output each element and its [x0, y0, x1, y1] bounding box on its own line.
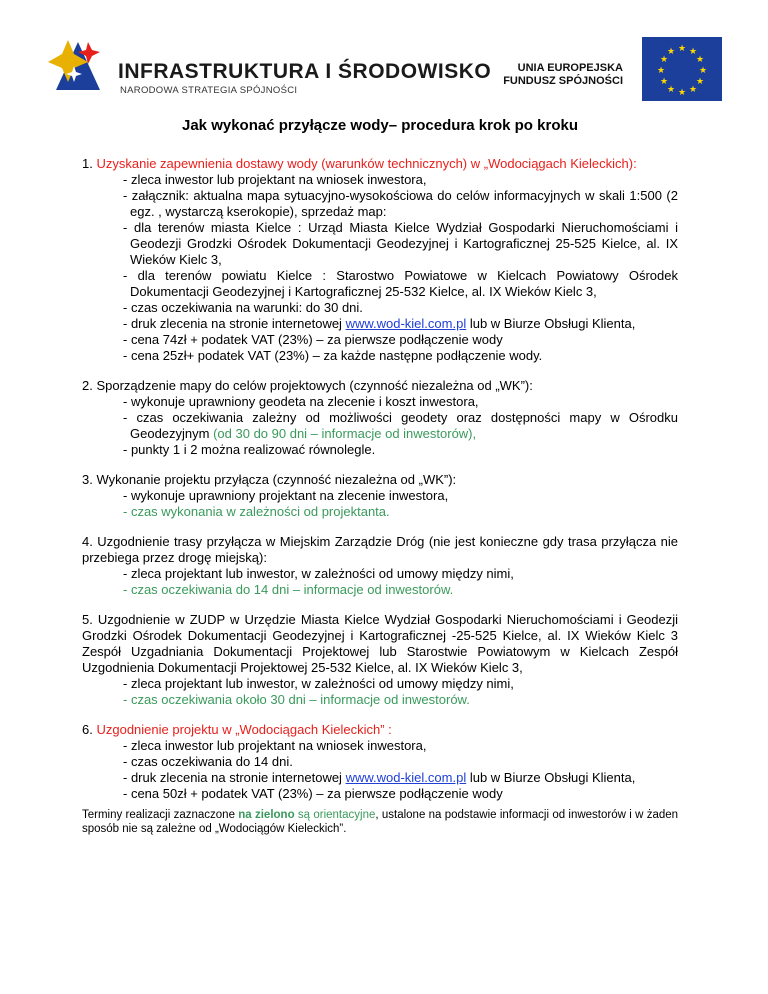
- website-link[interactable]: www.wod-kiel.com.pl: [345, 316, 467, 331]
- list-item-text: - druk zlecenia na stronie internetowej: [123, 770, 346, 785]
- svg-text:★: ★: [677, 88, 687, 98]
- svg-text:★: ★: [677, 44, 687, 54]
- page-title: Jak wykonać przyłącze wody– procedura krok po kroku: [182, 117, 578, 134]
- list-item: - zleca projektant lub inwestor, w zależności od umowy między nimi,: [123, 676, 514, 691]
- list-item: - cena 74zł + podatek VAT (23%) – za pierwsze podłączenie wody: [123, 332, 503, 347]
- list-item-text: lub w Biurze Obsługi Klienta,: [466, 316, 636, 331]
- list-item: [82, 410, 678, 442]
- estimated-time-note: (od 30 do 90 dni – informacje od inwestorów),: [213, 426, 477, 441]
- list-item: - wykonuje uprawniony projektant na zlecenie inwestora,: [123, 488, 449, 503]
- list-item: - zleca inwestor lub projektant na wniosek inwestora,: [123, 172, 427, 187]
- logo-subtitle: NARODOWA STRATEGIA SPÓJNOŚCI: [120, 85, 298, 96]
- footer-text: Terminy realizacji zaznaczone: [82, 809, 239, 821]
- list-item-text: - druk zlecenia na stronie internetowej: [123, 316, 346, 331]
- list-item: [82, 316, 678, 332]
- section-4: [82, 534, 678, 598]
- eu-label-line1: UNIA EUROPEJSKA: [517, 62, 623, 74]
- svg-text:★: ★: [688, 85, 698, 95]
- star-logo-icon: [48, 32, 108, 92]
- website-link[interactable]: www.wod-kiel.com.pl: [345, 770, 467, 785]
- list-item: - punkty 1 i 2 można realizować równolegle.: [123, 442, 376, 457]
- section-2-heading: 2. Sporządzenie mapy do celów projektowych (czynność niezależna od „WK”):: [82, 378, 533, 393]
- svg-text:★: ★: [666, 85, 676, 95]
- list-item: [82, 770, 678, 786]
- section-3: [82, 472, 678, 520]
- footer-note: [82, 808, 678, 836]
- list-item: - czas oczekiwania na warunki: do 30 dni.: [123, 300, 363, 315]
- svg-text:★: ★: [695, 55, 705, 65]
- section-3-heading: 3. Wykonanie projektu przyłącza (czynność niezależna od „WK”):: [82, 472, 457, 487]
- document-body: [82, 118, 678, 836]
- header: [0, 0, 768, 110]
- section-6: [82, 722, 678, 802]
- svg-text:★: ★: [659, 77, 669, 87]
- section-5-heading: 5. Uzgodnienie w ZUDP w Urzędzie Miasta Kielce Wydział Gospodarki Nieruchomościami i Geodezji Grodzki Ośrodek Dokumentacji Geodezyjnej i Kartograficznej -25-525 Kielce, al. IX Wieków Kielc 3 Zespół Uzgadniania Dokumentacji Projektowej lub Starostwie Powiatowym w Kielcach Zespół Uzgodnienia Dokumentacji Projektowej 25-532 Kielce, al. IX Wieków Kielc 3,: [82, 612, 678, 675]
- footer-green-text: są orientacyjne: [294, 809, 376, 821]
- section-1-title: Uzyskanie zapewnienia dostawy wody (warunków technicznych) w „Wodociągach Kieleckich):: [96, 156, 637, 171]
- section-4-heading: [82, 534, 678, 566]
- section-6-number: 6.: [82, 722, 97, 737]
- svg-text:★: ★: [666, 47, 676, 57]
- list-item: - załącznik: aktualna mapa sytuacyjno-wysokościowa do celów informacyjnych w skali 1:500 (2 egz. , wystarczą kserokopie), sprzedaż map:: [123, 188, 678, 219]
- eu-flag-icon: [642, 37, 722, 101]
- estimated-time-note: - czas oczekiwania do 14 dni – informacje od inwestorów.: [123, 582, 454, 597]
- section-6-title: Uzgodnienie projektu w „Wodociągach Kieleckich” :: [96, 722, 392, 737]
- logo-title: INFRASTRUKTURA I ŚRODOWISKO: [118, 60, 492, 83]
- list-item: - dla terenów miasta Kielce : Urząd Miasta Kielce Wydział Gospodarki Nieruchomościami i Geodezji Grodzki Ośrodek Dokumentacji Geodezyjnej i Kartograficznej 25-525 Kielce, al. IX Wieków Kielc 3,: [123, 220, 678, 267]
- section-1-number: 1.: [82, 156, 97, 171]
- list-item: - zleca projektant lub inwestor, w zależności od umowy między nimi,: [123, 566, 514, 581]
- list-item: - cena 50zł + podatek VAT (23%) – za pierwsze podłączenie wody: [123, 786, 503, 801]
- footer-text: , ustalone na podstawie informacji od inwestorów i w żaden sposób nie są zależne od „Wodociągów Kieleckich”.: [82, 809, 679, 835]
- section-2: [82, 378, 678, 458]
- estimated-time-note: - czas wykonania w zależności od projektanta.: [123, 504, 390, 519]
- list-item: - dla terenów powiatu Kielce : Starostwo Powiatowe w Kielcach Powiatowy Ośrodek Dokumentacji Geodezyjnej i Kartograficznej 25-532 Kielce, al. IX Wieków Kielc 3,: [123, 268, 678, 299]
- list-item: - cena 25zł+ podatek VAT (23%) – za każde następne podłączenie wody.: [123, 348, 543, 363]
- estimated-time-note: - czas oczekiwania około 30 dni – informacje od inwestorów.: [123, 692, 470, 707]
- footer-green-highlight: na zielono: [238, 809, 295, 821]
- svg-text:★: ★: [695, 77, 705, 87]
- list-item-text: - czas oczekiwania zależny od możliwości geodety oraz dostępności mapy w Ośrodku Geodezyjnym: [123, 410, 678, 441]
- svg-text:★: ★: [688, 47, 698, 57]
- section-1: [82, 156, 678, 364]
- section-5: [82, 612, 678, 708]
- eu-label-line2: FUNDUSZ SPÓJNOŚCI: [503, 75, 623, 87]
- section-1-heading: [82, 156, 678, 172]
- svg-text:★: ★: [659, 55, 669, 65]
- svg-text:★: ★: [698, 66, 708, 76]
- list-item: - czas oczekiwania do 14 dni.: [123, 754, 293, 769]
- list-item: - zleca inwestor lub projektant na wniosek inwestora,: [123, 738, 427, 753]
- section-6-heading: [82, 722, 678, 738]
- list-item: - wykonuje uprawniony geodeta na zlecenie i koszt inwestora,: [123, 394, 479, 409]
- svg-text:★: ★: [656, 66, 666, 76]
- eu-label: [503, 62, 623, 88]
- list-item-text: lub w Biurze Obsługi Klienta,: [466, 770, 636, 785]
- section-4-title: 4. Uzgodnienie trasy przyłącza w Miejskim Zarządzie Dróg (nie jest konieczne gdy trasa przyłącza nie przebiega przez drogę miejską):: [82, 534, 678, 565]
